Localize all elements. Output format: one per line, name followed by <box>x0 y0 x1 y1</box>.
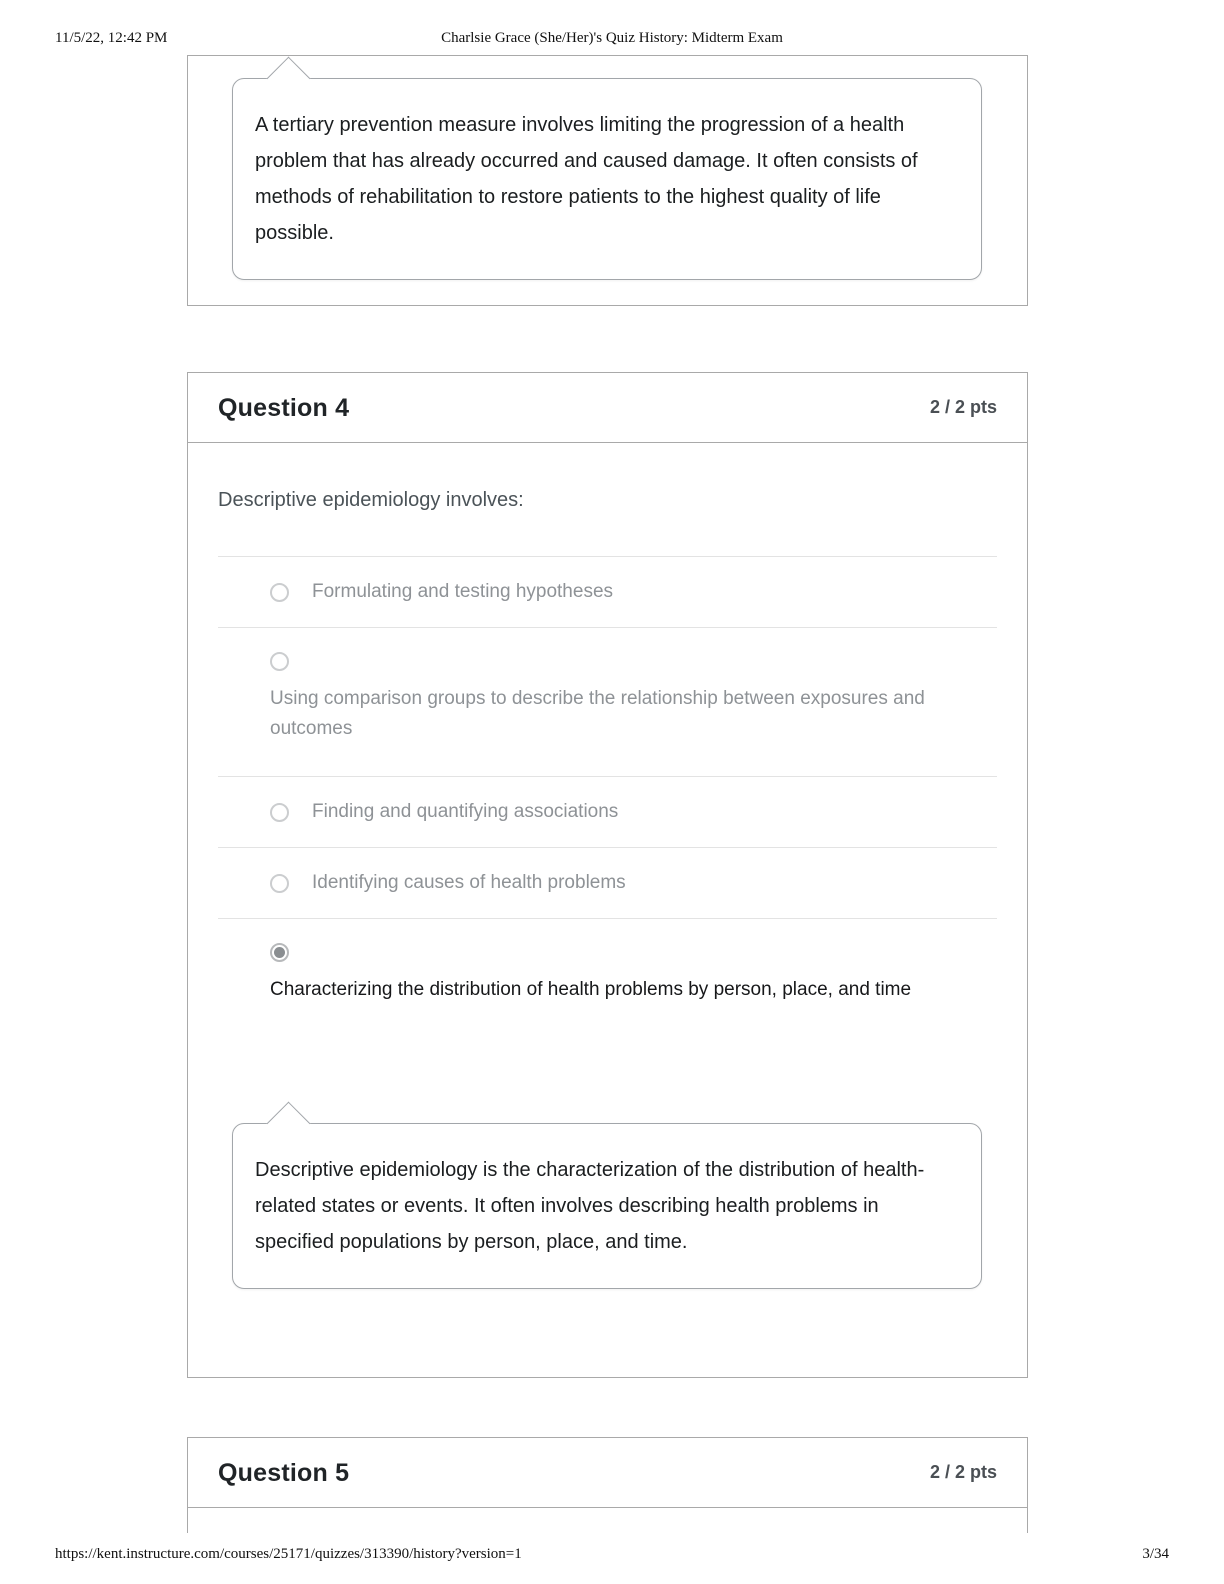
question5-points-badge: 2 / 2 pts <box>929 1462 997 1482</box>
question3-box <box>187 55 1028 306</box>
answer-option-1[interactable] <box>218 557 997 628</box>
answer-option-3[interactable] <box>218 777 997 848</box>
question5-box <box>187 1437 1028 1533</box>
print-title: Charlsie Grace (She/Her)'s Quiz History: Midterm Exam <box>441 30 783 46</box>
radio-unselected-icon[interactable] <box>270 652 289 671</box>
question4-header <box>188 373 1027 443</box>
question4-feedback-text: Descriptive epidemiology is the characterization of the distribution of health-related states or events. It often involves describing health problems in specified populations by person, place, and time. <box>255 1159 925 1253</box>
answer-option-2[interactable] <box>218 628 997 777</box>
question3-feedback-text: A tertiary prevention measure involves limiting the progression of a health problem that has already occurred and caused damage. It often consists of methods of rehabilitation to restore patients to the highest quality of life possible. <box>255 114 918 244</box>
print-timestamp: 11/5/22, 12:42 PM <box>55 30 168 46</box>
option-label: Formulating and testing hypotheses <box>312 581 614 602</box>
callout-pointer-icon <box>267 1102 311 1146</box>
radio-selected-icon[interactable] <box>270 943 289 962</box>
question4-title: Question 4 <box>218 394 350 422</box>
option-label: Identifying causes of health problems <box>312 872 626 893</box>
question4-body <box>188 489 1027 1289</box>
answer-option-4[interactable] <box>218 848 997 919</box>
print-page-number: 3/34 <box>1142 1546 1169 1562</box>
answer-option-5-selected[interactable] <box>218 919 997 1037</box>
radio-unselected-icon[interactable] <box>270 803 289 822</box>
option-label: Finding and quantifying associations <box>312 801 619 822</box>
print-header <box>0 30 1224 50</box>
question4-feedback-callout <box>232 1123 982 1289</box>
print-url: https://kent.instructure.com/courses/25171/quizzes/313390/history?version=1 <box>55 1546 522 1562</box>
question4-prompt: Descriptive epidemiology involves: <box>218 489 524 511</box>
question3-feedback-callout <box>232 78 982 280</box>
question5-title: Question 5 <box>218 1459 350 1487</box>
callout-pointer-icon <box>267 57 311 101</box>
option-label: Characterizing the distribution of health problems by person, place, and time <box>270 979 912 1000</box>
radio-unselected-icon[interactable] <box>270 583 289 602</box>
print-footer <box>55 1546 1169 1563</box>
question4-box <box>187 372 1028 1378</box>
option-label: Using comparison groups to describe the relationship between exposures and outcomes <box>270 688 925 739</box>
answer-options-list <box>218 556 997 1037</box>
question4-points-badge: 2 / 2 pts <box>929 397 997 417</box>
question5-header <box>188 1438 1027 1508</box>
radio-unselected-icon[interactable] <box>270 874 289 893</box>
